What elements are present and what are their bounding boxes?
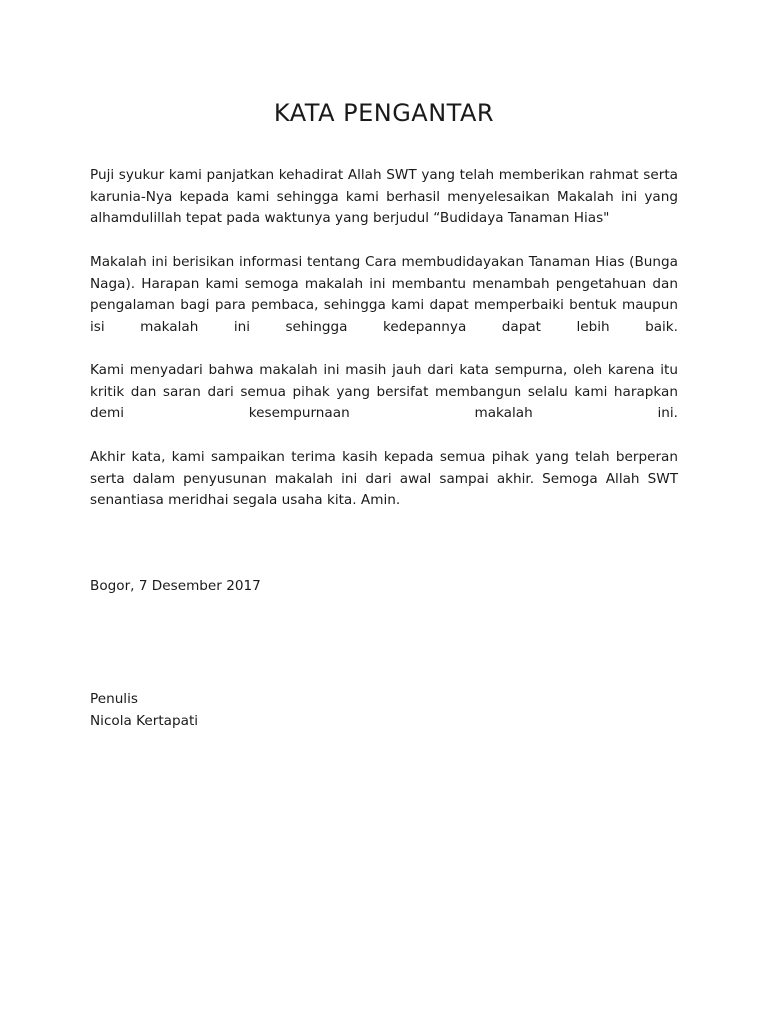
place-date: Bogor, 7 Desember 2017 — [90, 578, 261, 594]
paragraph-closing: Akhir kata, kami sampaikan terima kasih kepada semua pihak yang telah berperan serta dalam penyusunan makalah ini dari awal sampai akhir. Semoga Allah SWT senantiasa meridhai segala usaha kita. Amin. — [90, 449, 678, 509]
author-name: Nicola Kertapati — [90, 713, 199, 729]
paragraph-content: Makalah ini berisikan informasi tentang Cara membudidayakan Tanaman Hias (Bunga Naga). Harapan kami semoga makalah ini membantu menambah pengetahuan dan pengalaman bagi para pembaca, sehingga kami dapat memperbaiki bentuk maupun isi makalah ini sehingga kedepannya dapat lebih baik. — [90, 254, 678, 336]
paragraph-opening: Puji syukur kami panjatkan kehadirat Allah SWT yang telah memberikan rahmat serta karunia-Nya kepada kami sehingga kami berhasil menyelesaikan Makalah ini yang alhamdulillah tepat pada waktunya yang berjudul “Budidaya Tanaman Hias" — [90, 167, 678, 227]
page-title: KATA PENGANTAR — [273, 99, 495, 127]
paragraph-acknowledgement: Kami menyadari bahwa makalah ini masih jauh dari kata sempurna, oleh karena itu kritik dan saran dari semua pihak yang bersifat membangun selalu kami harapkan demi kesempurnaan makalah ini. — [90, 362, 678, 422]
author-role: Penulis — [90, 691, 138, 707]
